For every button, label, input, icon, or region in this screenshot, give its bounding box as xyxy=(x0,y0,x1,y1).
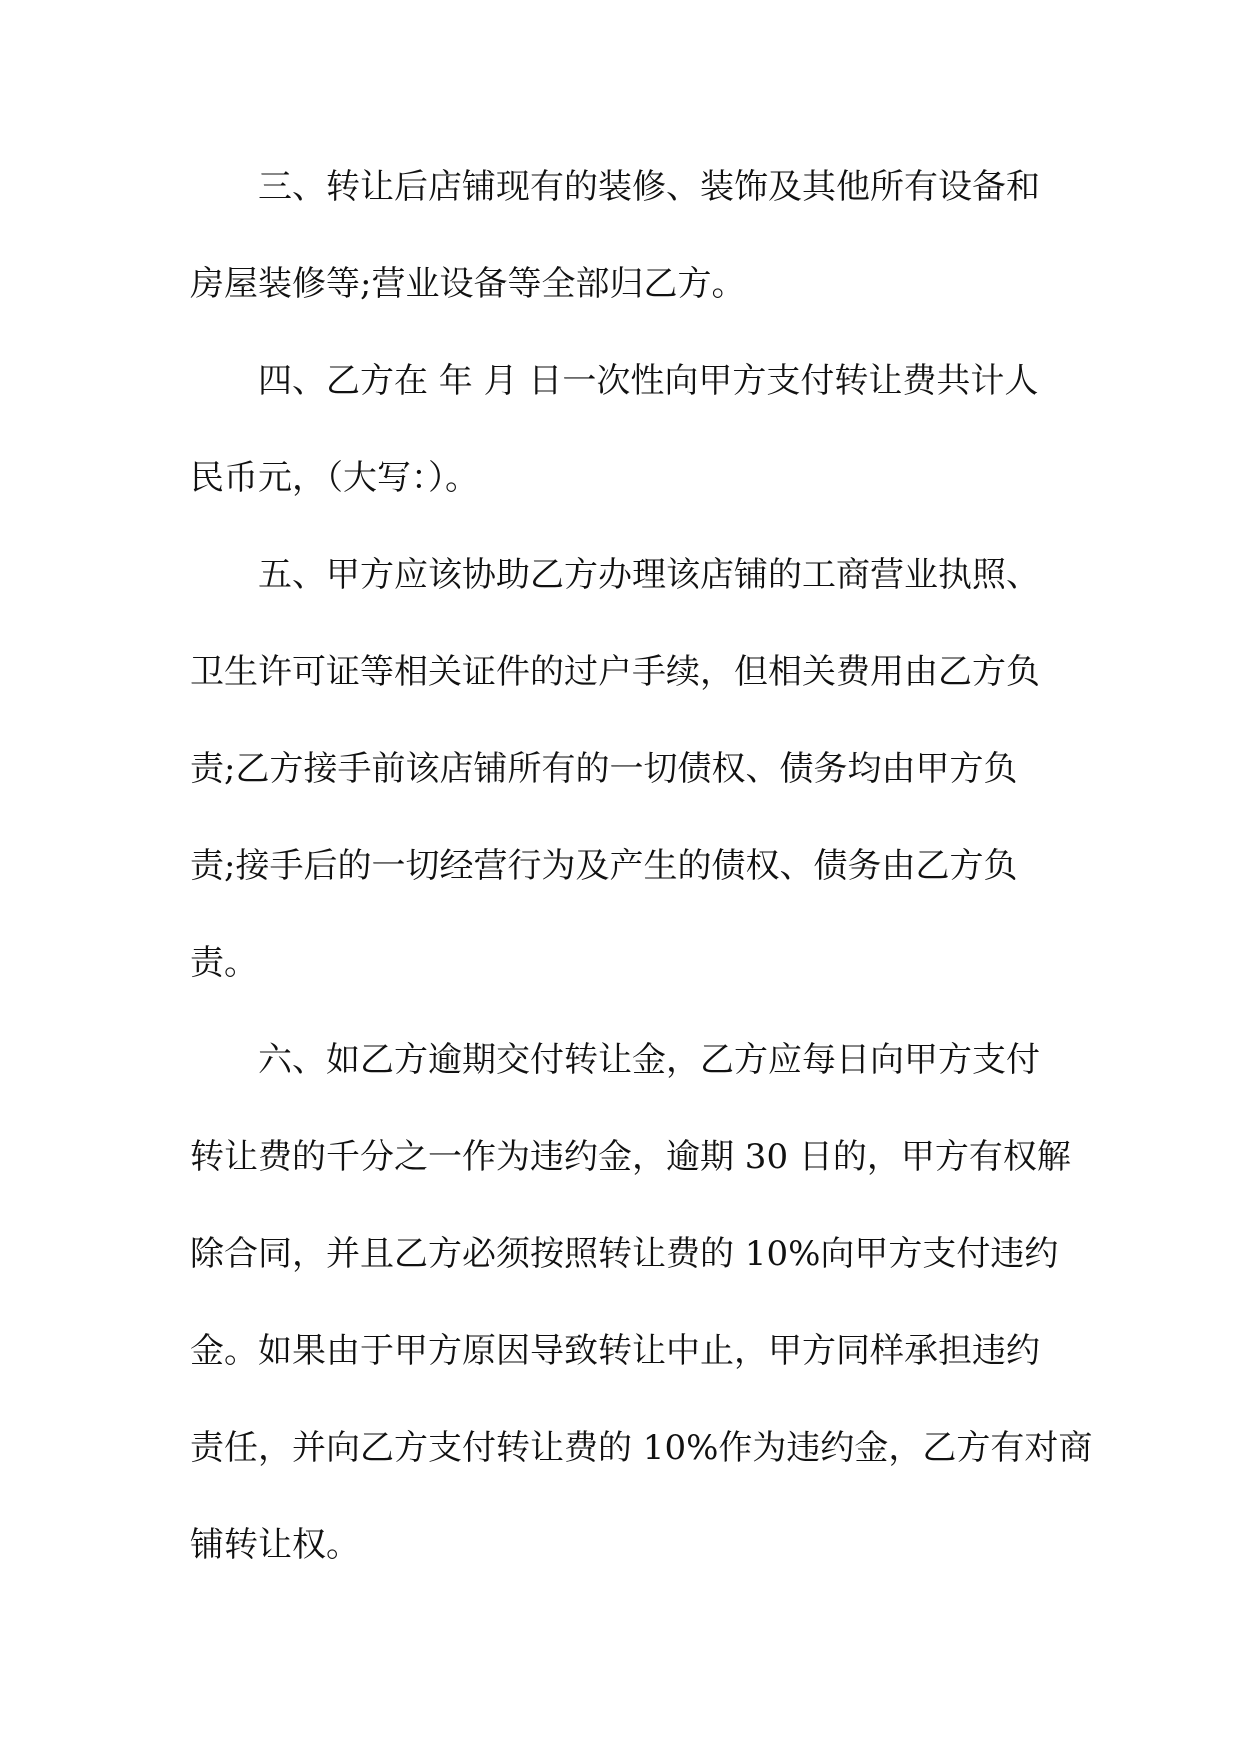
clause-5-line-2: 卫生许可证等相关证件的过户手续，但相关费用由乙方负 xyxy=(190,652,1040,692)
clause-6-line-3: 除合同，并且乙方必须按照转让费的 10%向甲方支付违约 xyxy=(190,1234,1059,1274)
contract-text xyxy=(190,167,1093,1625)
clause-6-line-2: 转让费的千分之一作为违约金，逾期 30 日的，甲方有权解 xyxy=(190,1137,1071,1177)
clause-5-line-3: 责;乙方接手前该店铺所有的一切债权、债务均由甲方负 xyxy=(190,749,1018,789)
clause-6-line-4: 金。如果由于甲方原因导致转让中止，甲方同样承担违约 xyxy=(190,1331,1040,1371)
clause-3-line-1: 三、转让后店铺现有的装修、装饰及其他所有设备和 xyxy=(258,167,1040,207)
clause-4-line-1: 四、乙方在 年 月 日一次性向甲方支付转让费共计人 xyxy=(258,361,1039,401)
clause-6-line-6: 铺转让权。 xyxy=(190,1525,360,1565)
clause-3-line-2: 房屋装修等;营业设备等全部归乙方。 xyxy=(190,264,746,304)
clause-5-line-5: 责。 xyxy=(190,943,258,983)
clause-5-line-1: 五、甲方应该协助乙方办理该店铺的工商营业执照、 xyxy=(258,555,1040,595)
clause-4-line-2: 民币元，（大写：）。 xyxy=(190,458,479,498)
clause-5-line-4: 责;接手后的一切经营行为及产生的债权、债务由乙方负 xyxy=(190,846,1018,886)
clause-6-line-1: 六、如乙方逾期交付转让金，乙方应每日向甲方支付 xyxy=(258,1040,1040,1080)
clause-6-line-5: 责任，并向乙方支付转让费的 10%作为违约金，乙方有对商 xyxy=(190,1428,1093,1468)
